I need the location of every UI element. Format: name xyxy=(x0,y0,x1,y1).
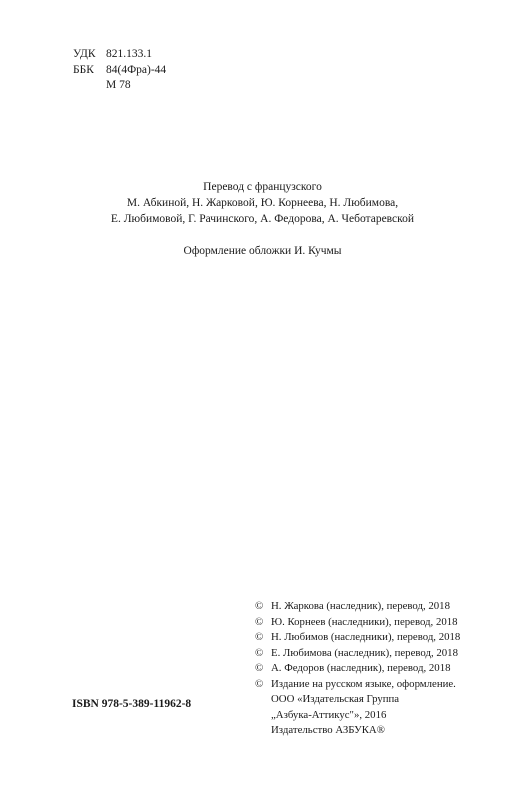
copyright-symbol: © xyxy=(255,600,264,612)
copyright-line xyxy=(255,646,460,662)
copyright-text: Издание на русском языке, оформление. xyxy=(271,677,456,690)
bbk-row xyxy=(73,63,166,79)
copyright-symbol: © xyxy=(255,631,264,643)
copyright-line xyxy=(255,677,460,693)
classification-codes xyxy=(73,47,166,94)
udk-value: 821.133.1 xyxy=(106,48,152,60)
udk-row xyxy=(73,47,166,63)
copyright-text: Е. Любимова (наследник), перевод, 2018 xyxy=(271,646,458,659)
translation-title: Перевод с французского xyxy=(203,181,322,193)
copyright-symbol: © xyxy=(255,677,264,690)
copyright-symbol: © xyxy=(255,646,264,659)
bbk-value: 84(4Фра)-44 xyxy=(106,63,167,76)
cover-design-credit: Оформление обложки И. Кучмы xyxy=(183,245,342,257)
publisher-line: Издательство АЗБУКА® xyxy=(271,724,385,736)
udk-label: УДК xyxy=(73,48,96,60)
publisher-line: ООО «Издательская Группа xyxy=(271,693,400,705)
copyright-text: Н. Любимов (наследники), перевод, 2018 xyxy=(271,631,461,643)
copyright-text: Ю. Корнеев (наследники), перевод, 2018 xyxy=(271,615,458,628)
author-mark-row xyxy=(73,78,166,94)
copyright-block xyxy=(255,599,460,739)
copyright-text: А. Федоров (наследник), перевод, 2018 xyxy=(271,662,451,674)
translation-credits xyxy=(0,179,525,227)
copyright-text: Н. Жаркова (наследник), перевод, 2018 xyxy=(271,600,450,612)
copyright-line xyxy=(255,599,460,615)
translators-line-2: Е. Любимовой, Г. Рачинского, А. Федорова, А. Чеботаревской xyxy=(110,213,415,225)
copyright-line xyxy=(255,615,460,631)
copyright-line xyxy=(255,661,460,677)
translators-line-1: М. Абкиной, Н. Жарковой, Ю. Корнеева, Н. Любимова, xyxy=(126,197,399,209)
copyright-symbol: © xyxy=(255,615,264,628)
bbk-label: ББК xyxy=(73,63,94,76)
isbn: ISBN 978-5-389-11962-8 xyxy=(72,698,192,710)
copyright-symbol: © xyxy=(255,662,264,674)
copyright-line xyxy=(255,630,460,646)
author-mark: М 78 xyxy=(106,79,131,91)
publisher-line: „Азбука-Аттикус"», 2016 xyxy=(271,708,387,721)
